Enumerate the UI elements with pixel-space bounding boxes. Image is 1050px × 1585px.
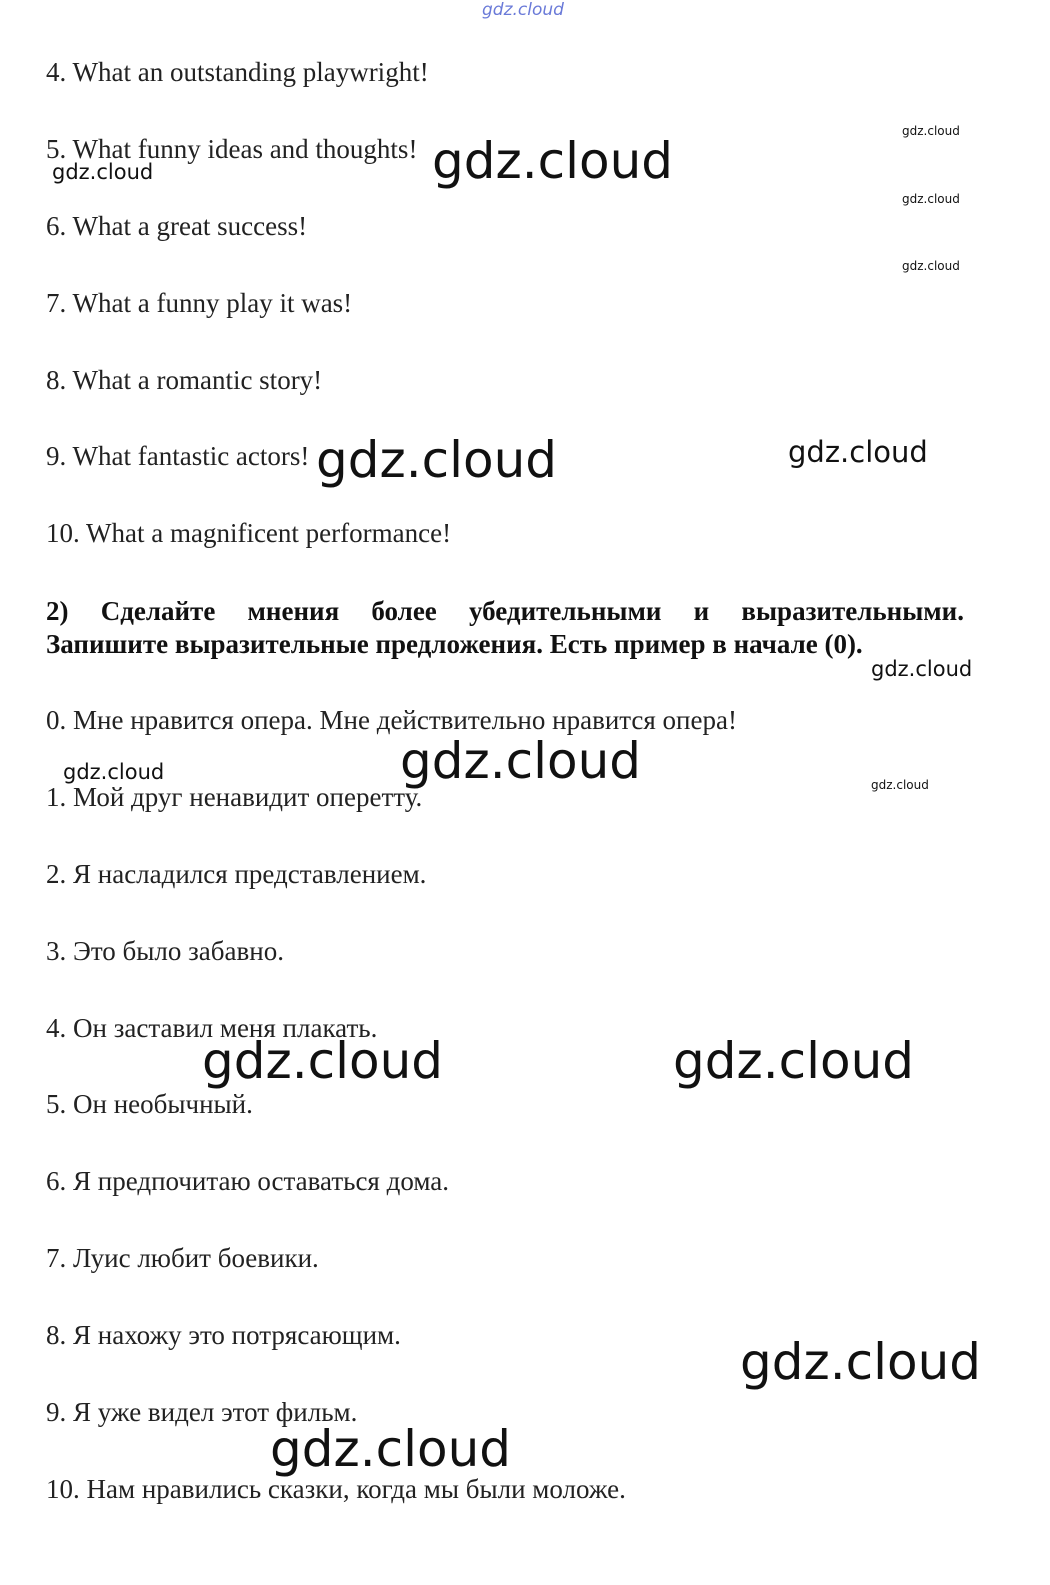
watermark-logo: gdz.cloud [432, 132, 674, 190]
sentence-item: 5. Он необычный. [46, 1089, 253, 1119]
watermark-logo: gdz.cloud [316, 431, 558, 489]
sentence-item: 7. What a funny play it was! [46, 288, 353, 318]
watermark-logo: gdz.cloud [740, 1333, 982, 1391]
watermark-logo: gdz.cloud [400, 732, 642, 790]
sentence-item: 7. Луис любит боевики. [46, 1243, 319, 1273]
sentence-item: 5. What funny ideas and thoughts! [46, 134, 418, 164]
watermark-logo: gdz.cloud [788, 435, 928, 469]
watermark-logo: gdz.cloud [52, 160, 154, 184]
sentence-item: 4. Он заставил меня плакать. [46, 1013, 378, 1043]
watermark-logo: gdz.cloud [871, 657, 973, 681]
task-heading [46, 595, 964, 661]
sentence-item: 9. What fantastic actors! [46, 441, 310, 471]
watermark-logo: gdz.cloud [270, 1420, 512, 1478]
sentence-item: 6. What a great success! [46, 211, 308, 241]
sentence-item: 8. What a romantic story! [46, 365, 323, 395]
sentence-item: 1. Мой друг ненавидит оперетту. [46, 782, 423, 812]
watermark-logo: gdz.cloud [482, 0, 564, 20]
watermark-logo: gdz.cloud [871, 778, 929, 792]
watermark-logo: gdz.cloud [63, 760, 165, 784]
task-heading-line-1: 2) Сделайте мнения более убедительными и выразительными. [46, 596, 964, 626]
sentence-item: 8. Я нахожу это потрясающим. [46, 1320, 401, 1350]
sentence-item: 3. Это было забавно. [46, 936, 284, 966]
sentence-item: 10. What a magnificent performance! [46, 518, 452, 548]
watermark-logo: gdz.cloud [902, 259, 960, 273]
watermark-logo: gdz.cloud [902, 124, 960, 138]
sentence-item: 4. What an outstanding playwright! [46, 57, 429, 87]
sentence-item: 6. Я предпочитаю оставаться дома. [46, 1166, 449, 1196]
watermark-logo: gdz.cloud [202, 1032, 444, 1090]
sentence-item: 10. Нам нравились сказки, когда мы были моложе. [46, 1474, 626, 1504]
sentence-item: 2. Я насладился представлением. [46, 859, 427, 889]
task-heading-line-2: Запишите выразительные предложения. Есть пример в начале (0). [46, 629, 863, 659]
sentence-item: 0. Мне нравится опера. Мне действительно нравится опера! [46, 705, 737, 735]
watermark-logo: gdz.cloud [902, 192, 960, 206]
sentence-item: 9. Я уже видел этот фильм. [46, 1397, 358, 1427]
watermark-logo: gdz.cloud [673, 1032, 915, 1090]
